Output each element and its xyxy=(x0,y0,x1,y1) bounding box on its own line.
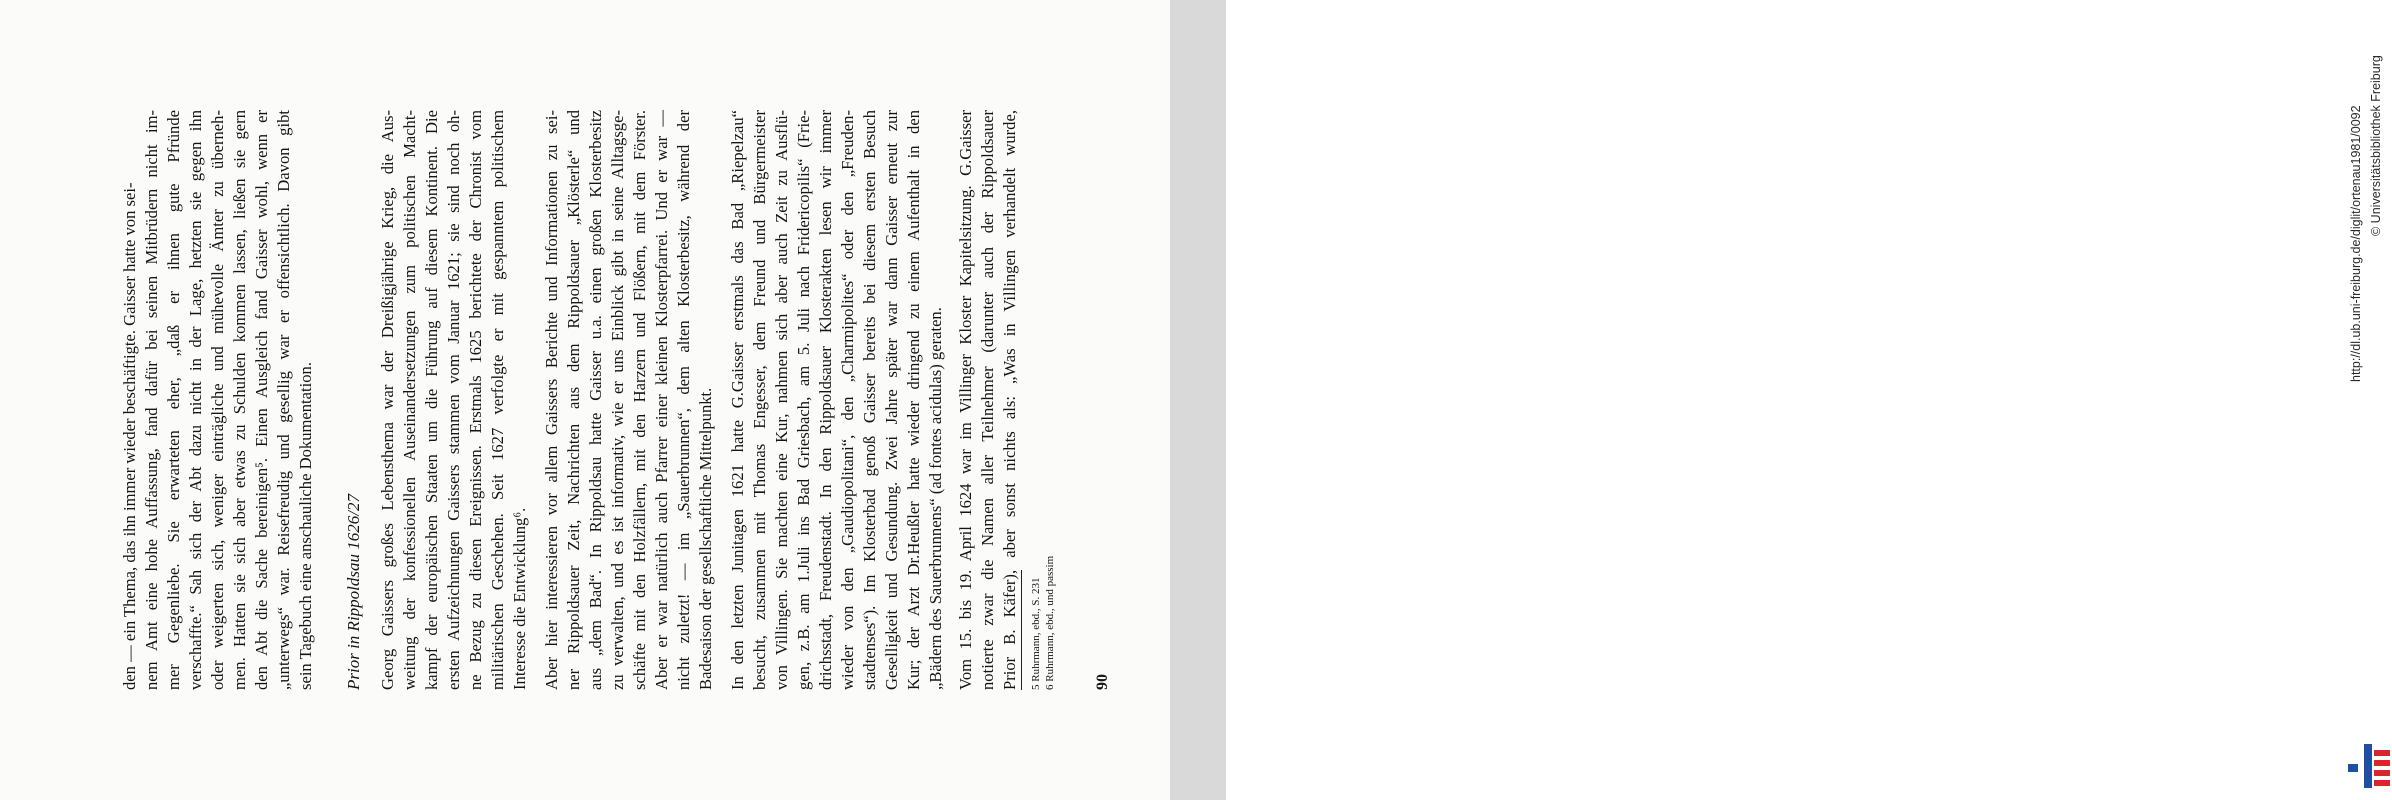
text-line: militärischen Geschehen. Seit 1627 verfolgte er mit gespanntem politischem xyxy=(488,110,507,690)
text-line: sein Tagebuch eine anschauliche Dokumentation. xyxy=(296,362,315,690)
text-line: Vom 15. bis 19. April 1624 war im Villinger Kloster Kapitelsitzung. G.Gaisser xyxy=(956,110,975,690)
text-line: „Bädern des Sauerbrunnens“ (ad fontes acidulas) geraten. xyxy=(926,307,945,690)
text-line: „unterwegs“ war. Reisefreudig und gesellig war er offensichtlich. Davon gibt xyxy=(274,110,293,690)
text-line: Interesse die Entwicklung⁶. xyxy=(510,507,529,690)
text-line: schäfte mit den Holzfällern, mit den Harzern und Flößern, mit dem Förster. xyxy=(630,110,649,690)
text-line: notierte zwar die Namen aller Teilnehmer (darunter auch der Rippoldsauer xyxy=(978,110,997,690)
text-line: den Abt die Sache bereinigen⁵. Einen Ausgleich fand Gaisser wohl, wenn er xyxy=(252,110,271,690)
text-line: mer Gegenliebe. Sie erwarteten eher, „daß er ihnen gute Pfründe xyxy=(164,110,183,690)
text-line: ner Rippoldsauer Zeit, Nachrichten aus dem Rippoldsauer „Klösterle“ und xyxy=(564,110,583,690)
library-sidebar xyxy=(1170,0,2383,800)
text-line: drichsstadt, Freudenstadt. In den Rippoldsauer Klosterakten lesen wir immer xyxy=(816,110,835,690)
footnote-5: 5 Ruhrmann, ebd., S. 231 xyxy=(1030,577,1042,690)
scanned-page xyxy=(0,0,1170,800)
text-line: Geselligkeit und Gesundung. Zwei Jahre später war dann Gaisser erneut zur xyxy=(882,110,901,690)
text-line: von Villingen. Sie machten eine Kur, nahmen sich aber auch Zeit zu Ausflü- xyxy=(772,110,791,690)
source-url-link[interactable]: http://dl.ub.uni-freiburg.de/diglit/ortenau1981/0092 xyxy=(2349,105,2363,382)
text-line: wieder von den „Gaudiopolitani“, den „Charmipolites“ oder den „Freuden- xyxy=(838,110,857,690)
section-heading: Prior in Rippoldsau 1626/27 xyxy=(344,494,363,690)
text-line: besucht, zusammen mit Thomas Engesser, dem Freund und Bürgermeister xyxy=(750,110,769,690)
text-line: weitung der konfessionellen Auseinandersetzungen zum politischen Macht- xyxy=(400,110,419,690)
text-line: zu verwalten, und es ist informativ, wie er uns Einblick gibt in seine Alltagsge- xyxy=(608,110,627,690)
text-line: oder weigerten sich, weniger einträgliche und mühevolle Ämter zu überneh- xyxy=(208,110,227,690)
text-line: den — ein Thema, das ihn immer wieder beschäftigte. Gaisser hatte von sei- xyxy=(120,182,139,690)
text-line: gen, z.B. am 1.Juli ins Bad Griesbach, am 5. Juli nach Fridericopilis“ (Frie- xyxy=(794,110,813,690)
copyright-notice: © Universitätsbibliothek Freiburg xyxy=(2369,55,2383,236)
university-library-logo-icon xyxy=(2348,744,2392,788)
text-line: men. Hatten sie sich aber etwas zu Schulden kommen lassen, ließen sie gern xyxy=(230,110,249,690)
text-line: Kur; der Arzt Dr.Heußler hatte wieder dringend zu einem Aufenthalt in den xyxy=(904,110,923,690)
page-number: 90 xyxy=(1094,674,1111,690)
text-line: Georg Gaissers großes Lebensthema war der Dreißigjährige Krieg, die Aus- xyxy=(378,110,397,690)
text-line: stadtenses“). Im Klosterbad genoß Gaisser bereits bei diesem ersten Besuch xyxy=(860,110,879,690)
text-line: aus „dem Bad“. In Rippoldsau hatte Gaisser u.a. einen großen Klosterbesitz xyxy=(586,110,605,690)
text-line: Prior B. Käfer), aber sonst nichts als: „Was in Villingen verhandelt wurde, xyxy=(1000,110,1019,690)
footnote-6: 6 Ruhrmann, ebd., und passim xyxy=(1044,555,1056,690)
text-line: In den letzten Junitagen 1621 hatte G.Gaisser erstmals das Bad „Riepelzau“ xyxy=(728,110,747,690)
text-line: kampf der europäischen Staaten um die Führung auf diesem Kontinent. Die xyxy=(422,110,441,690)
text-line: ne Bezug zu diesen Ereignissen. Erstmals 1625 berichtete der Chronist vom xyxy=(466,110,485,690)
footnote-rule xyxy=(1021,570,1022,690)
text-line: Badesaison der gesellschaftliche Mittelpunkt. xyxy=(696,387,715,690)
text-line: nicht zuletzt! — im „Sauerbrunnen“, dem alten Klosterbesitz, während der xyxy=(674,110,693,690)
text-line: Aber er war natürlich auch Pfarrer einer kleinen Klosterpfarrei. Und er war — xyxy=(652,110,671,690)
text-line: ersten Aufzeichnungen Gaissers stammen vom Januar 1621; sie sind noch oh- xyxy=(444,110,463,690)
text-line: verschaffte.“ Sah sich der Abt dazu nicht in der Lage, hetzten sie gegen ihn xyxy=(186,110,205,690)
text-line: Aber hier interessieren vor allem Gaissers Berichte und Informationen zu sei- xyxy=(542,110,561,690)
text-line: nem Amt eine hohe Auffassung, fand dafür bei seinen Mitbrüdern nicht im- xyxy=(142,110,161,690)
